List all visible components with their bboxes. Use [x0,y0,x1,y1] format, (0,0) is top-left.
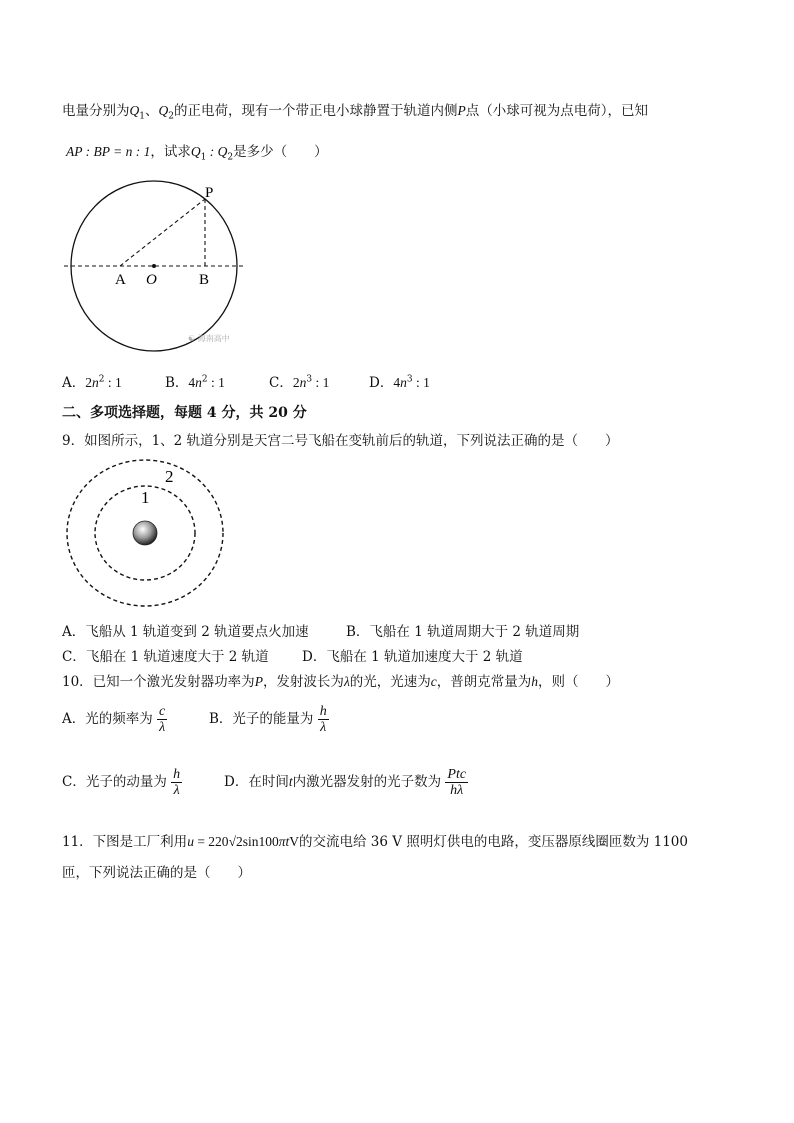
q1-subscript: 1 [139,111,145,122]
option-var: n [299,375,307,390]
fraction-numerator: h [319,704,327,719]
label-a: A [115,272,126,288]
option-exp: 3 [306,374,313,385]
watermark-logo-icon: ☯ [188,334,196,343]
option-tail: : 1 [104,375,122,390]
option-coef: 2 [292,375,300,390]
q8-text: 点（小球可视为点电荷），已知 [465,103,648,119]
option-letter: C． [269,375,293,391]
q8-option-b [165,371,225,391]
q10-text: 的光，光速为 [349,674,431,690]
q9-stem: 9．如图所示，1、2 轨道分别是天宫二号飞船在变轨前后的轨道，下列说法正确的是（ ） [62,433,619,449]
p-symbol: P [457,103,466,118]
circle-track-figure [60,180,260,360]
q10-text: ，普朗克常量为 [436,674,532,690]
q9-option-a: A．飞船从 1 轨道变到 2 轨道要点火加速 [62,624,309,640]
option-tail: : 1 [312,375,330,390]
option-letter: D． [369,375,394,391]
option-coef: 4 [393,375,401,390]
orbit-label-1: 1 [141,488,150,507]
q2-symbol: Q [158,103,169,118]
q8-option-c [269,371,329,391]
q8-text: 是多少（ ） [233,144,328,160]
option-exp: 3 [406,374,413,385]
planet-icon [133,521,157,545]
q10-option-c [62,767,182,798]
q8-text: 电量分别为 [62,103,130,119]
q10-text: ，发射波长为 [262,674,344,690]
fraction-denominator: λ [320,720,327,735]
fraction-numerator: c [159,704,166,719]
option-text: A．光的频率为 [62,711,153,727]
q10-text: ，则（ ） [538,674,620,690]
option-tail: : 1 [412,375,430,390]
option-var: n [400,375,407,390]
q2-symbol: Q [217,144,228,159]
q8-text: ，试求 [150,144,191,160]
label-b: B [199,272,210,288]
option-exp: 2 [98,374,105,385]
option-var: n [195,375,202,390]
q10-option-a [62,704,167,735]
label-p: P [205,185,214,201]
q11-stem-line1 [62,830,688,850]
fraction [171,767,182,798]
option-coef: 4 [188,375,196,390]
fraction-numerator: h [173,767,181,782]
p-symbol: P [254,674,263,689]
ratio-expression: AP : BP = n : 1 [66,144,151,159]
q2-subscript: 2 [227,152,234,163]
t-symbol: t [288,774,293,789]
q8-separator: 、 [144,103,159,119]
q11-text: 11．下图是工厂利用 [62,834,188,850]
q8-option-d [369,371,430,391]
fraction-numerator: Ptc [447,767,467,782]
unit-v: V [289,834,300,849]
center-dot [152,264,156,268]
pi-t: πt [278,834,290,849]
fraction-denominator: λ [159,720,166,735]
q11-stem-line2: 匝，下列说法正确的是（ ） [62,865,251,881]
q8-stem-line2 [66,140,328,163]
orbit-label-2: 2 [165,467,174,486]
q9-option-b: B．飞船在 1 轨道周期大于 2 轨道周期 [346,624,580,640]
option-tail: : 1 [207,375,225,390]
q8-stem-line1 [62,99,648,122]
fraction [445,767,468,798]
option-text: C．光子的动量为 [62,774,167,790]
q10-text: 10．已知一个激光发射器功率为 [62,674,255,690]
sqrt-two: √2 [228,834,243,849]
q10-option-d [224,767,468,798]
q8-option-a [62,371,122,391]
fraction-denominator: hλ [450,783,464,798]
orbit-figure [64,456,228,610]
q10-option-b [209,704,329,735]
q9-option-c: C．飞船在 1 轨道速度大于 2 轨道 [62,649,269,665]
q2-subscript: 2 [168,111,174,122]
q11-text: 的交流电给 36 V 照明灯供电的电路，变压器原线圈匝数为 1100 [299,834,688,850]
option-text: 内激光器发射的光子数为 [292,774,442,790]
formula-part: = 220 [193,834,229,849]
c-symbol: c [430,674,437,689]
option-letter: B． [165,375,189,391]
q10-stem [62,670,619,690]
formula-part: sin100 [242,834,279,849]
ap-dashed-line [120,199,205,266]
option-text: B．光子的能量为 [209,711,314,727]
h-symbol: h [531,674,539,689]
option-exp: 2 [201,374,208,385]
option-text: D．在时间 [224,774,289,790]
fraction [318,704,329,735]
q8-text: 的正电荷，现有一个带正电小球静置于轨道内侧 [173,103,458,119]
q1-symbol: Q [190,144,201,159]
watermark [188,333,230,344]
u-symbol: u [187,834,194,849]
option-letter: A． [62,375,86,391]
label-o: O [146,272,157,288]
q9-option-d: D．飞船在 1 轨道加速度大于 2 轨道 [302,649,523,665]
watermark-text: 海南高中 [197,334,230,343]
q1-symbol: Q [129,103,140,118]
lambda-symbol: λ [343,674,350,689]
section-heading: 二、多项选择题，每题 4 分，共 20 分 [62,405,307,421]
option-coef: 2 [85,375,92,390]
fraction-denominator: λ [173,783,180,798]
ratio-colon: : [206,144,218,159]
q1-subscript: 1 [200,152,207,163]
option-var: n [92,375,99,390]
fraction [157,704,167,735]
